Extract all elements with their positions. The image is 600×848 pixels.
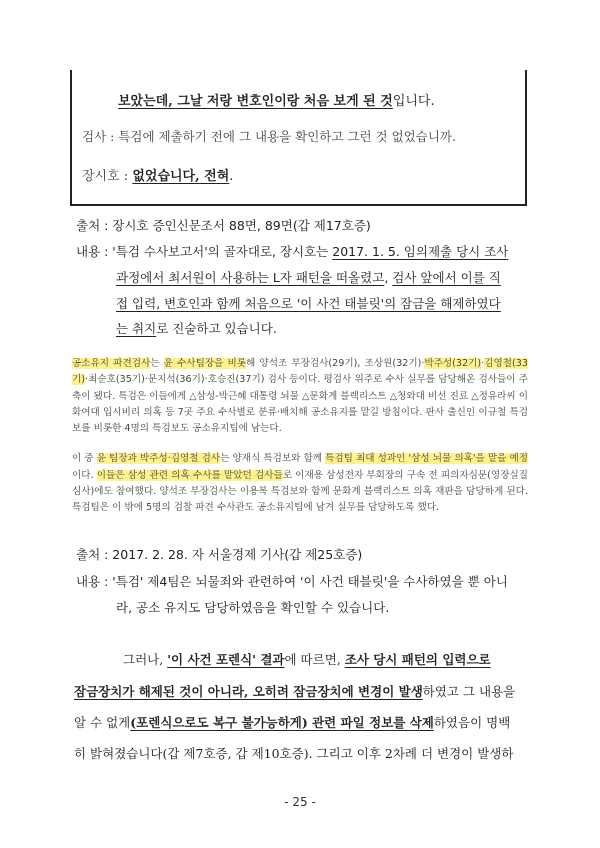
content-1-line-4 [116,319,277,337]
content-1-line-1 [76,242,508,260]
news-p1-text-4: ·최순호(35기)·문지석(36기)·호승진(37기) 검사 등이다. 평검사 위주로 수사 실무를 담당해온 검사들이 주축이 됐다. 특검은 이들에게 △삼성-박근혜 대통령 뇌물 △문화계 블랙리스트 △청와대 비선 진료 △정유라씨 이화여대 입시비리 의혹 등 7곳 주요 수사별로 분류·배치해 공소유지를 맡길 방침이다. 판사 출신인 이규철 특검보를 비롯한 4명의 특검보도 공소유지팀에 남는다. [72,374,528,435]
content-1-l4-b: 로 진술하고 있습니다. [156,321,277,336]
content-1-l4-a: 는 취지 [116,321,157,336]
news-p2-hl-1: 윤 팀장과 박주성·김영철 검사 [96,453,221,465]
content-1-l2-b: , [384,270,393,285]
content-1-l1-b: 2017. 1. 5. 임의제출 당시 조사 [332,244,509,259]
news-p2-hl-3: 이들은 삼성 관련 의혹 수사를 맡았던 검사들 [96,469,283,481]
body-l1-a: 그러나, [123,652,168,667]
news-p2-text-1: 이 중 [72,453,97,465]
box-line-1-underlined: 보았는데, 그날 저랑 변호인이랑 처음 보게 된 것 [118,94,393,109]
content-1-line-2 [116,268,501,286]
news-p1-hl-2: 윤 수사팀장을 비롯 [163,358,247,369]
body-line-4: 히 밝혀졌습니다(갑 제7호증, 갑 제10호증). 그리고 이후 2차례 더 변경이 발생하 [74,746,514,761]
box-line-1-tail: 입니다. [392,94,435,109]
content-1-l2-a: 과정에서 최서원이 사용하는 L자 패턴을 떠올렸고 [116,270,385,285]
body-l1-b: '이 사건 포렌식' 결과 [167,652,285,667]
news-p1-text-1: 는 [150,358,164,369]
body-l1-c: 에 따르면, [284,652,345,667]
content-2-line-2: 라, 공소 유지도 담당하였음을 확인할 수 있습니다. [116,600,390,615]
news-p1-hl-4: 김영철(33기) [72,358,528,386]
news-p1-text-3: · [481,358,485,369]
content-1-l1-a: 내용 : '특검 수사보고서'의 골자대로, 장시호는 [76,244,333,259]
box-line-3-answer: 없었습니다, 전혀 [132,169,230,184]
body-line-1 [123,650,491,668]
news-p2-hl-2: 특검팀 최대 성과인 '삼성 뇌물 의혹'을 맡을 예정 [325,453,528,465]
content-1-line-3 [116,294,501,312]
news-p1-hl-3: 박주성(32기) [424,358,482,369]
news-p1-hl-1: 공소유지 파견검사 [72,358,151,369]
body-l3-b: (포렌식으로도 복구 불가능하게) 관련 파일 정보를 삭제 [130,715,434,730]
news-paragraph-2 [72,451,528,516]
source-1: 출처 : 장시호 증인신문조서 88면, 89면(갑 제17호증) [76,218,371,233]
body-l2-b: 하였고 그 내용을 [422,684,516,699]
body-l3-c: 하였음이 명백 [433,715,511,730]
news-p2-text-2: 는 양재식 특검보와 함께 [220,453,326,465]
page-number: - 25 - [284,795,316,809]
news-paragraph-1 [72,356,528,437]
content-2-line-1: 내용 : '특검' 제4팀은 뇌물죄와 관련하여 '이 사건 태블릿'을 수사하였을 뿐 아니 [76,574,508,589]
content-1-l2-c: 검사 앞에서 이를 직 [392,270,501,285]
body-line-3 [74,713,510,731]
news-excerpt [72,356,528,517]
news-p2-text-3: 이다. [72,469,97,481]
body-l1-d: 조사 당시 패턴의 입력으로 [344,652,491,667]
body-l3-a: 알 수 없게 [74,715,131,730]
source-2: 출처 : 2017. 2. 28. 자 서울경제 기사(갑 제25호증) [76,547,363,562]
body-l2-a: 잠금장치가 해제된 것이 아니라, 오히려 잠금장치에 변경이 발생 [74,684,423,699]
content-1-l3-a: 접 입력, 변호인과 함께 처음으로 '이 사건 태블릿'의 잠금을 해제하였다 [116,296,501,311]
news-p1-text-2: 해 양석조 부장검사(29기), 조상원(32기)· [246,358,425,369]
box-line-1 [118,90,435,109]
box-line-3-prefix: 장시호 : [82,169,133,184]
box-line-3-tail: . [229,169,234,184]
news-p2-text-4: 로 이재용 삼성전자 부회장의 구속 전 피의자심문(영장실질심사)에도 참여했다. 양석조 부장검사는 이용복 특검보와 함께 문화계 블랙리스트 의혹 재판을 담당하게 된다. 특검팀은 이 밖에 5명의 검찰 파견 수사관도 공소유지팀에 남겨 실무를 담당하도록 했다. [72,469,528,514]
box-line-3 [82,165,233,184]
body-line-2 [74,682,515,700]
box-line-2: 검사 : 특검에 제출하기 전에 그 내용을 확인하고 그런 것 없었습니까. [82,129,456,144]
